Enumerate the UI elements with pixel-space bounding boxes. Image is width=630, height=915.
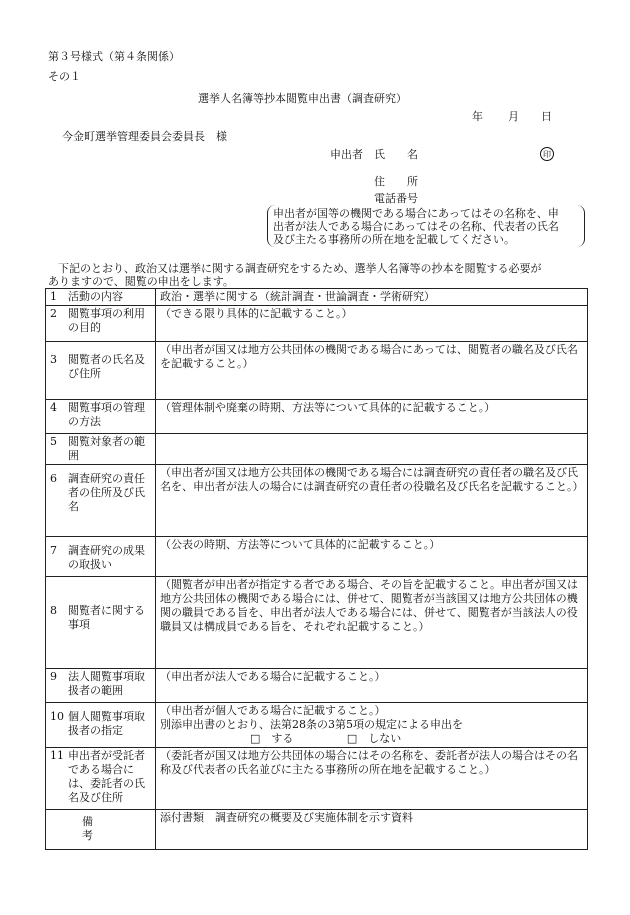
page-title: 選挙人名簿等抄本閲覧申出書（調査研究） (198, 92, 407, 105)
table-row (46, 537, 588, 577)
table-row (46, 400, 588, 434)
name-label: 氏 名 (374, 148, 418, 161)
designate-no-checkbox[interactable]: □ しない (346, 732, 402, 745)
table-row (46, 434, 588, 465)
row-content[interactable]: （公表の時期、方法等について具体的に記載すること。） (156, 537, 588, 577)
row-content[interactable]: （申出者が国又は地方公共団体の機関である場合にあっては、閲覧者の職名及び氏名を記載すること。） (156, 342, 588, 400)
applicant-label: 申出者 (330, 148, 363, 161)
intro-line: 下記のとおり、政治又は選挙に関する調査研究をするため、選挙人名簿等の抄本を閲覧する必要が (58, 262, 542, 275)
table-row (46, 289, 588, 306)
row-label: 4 閲覧事項の管理の方法 (46, 400, 156, 434)
row-content[interactable]: （申出者が個人である場合に記載すること。） 別添申出書のとおり、法第28条の3第5項の規定による申出を □ する □ しない (156, 703, 588, 748)
row-label: 備 考 (46, 810, 156, 850)
table-row (46, 748, 588, 810)
table-row (46, 342, 588, 400)
row-label: 2 閲覧事項の利用の目的 (46, 306, 156, 342)
intro-line: ありますので、閲覧の申出をします。 (48, 275, 234, 288)
row-label: 9 法人閲覧事項取扱者の範囲 (46, 669, 156, 703)
form-sub-number: その１ (48, 70, 81, 83)
table-row (46, 465, 588, 537)
note-line: 申出者が国等の機関である場合にあってはその名称を、申 (273, 207, 559, 220)
form-number: 第３号様式（第４条関係） (48, 50, 180, 63)
row-content[interactable]: （閲覧者が申出者が指定する者である場合、その旨を記載すること。申出者が国又は地方公共団体の機関である場合には、併せて、閲覧者が当該国又は地方公共団体の機関の職員である旨を、申出者が法人である場合には、併せて、閲覧者が当該法人の役職員又は構成員である旨を、それぞれ記載すること。） (156, 577, 588, 669)
address-label: 住 所 (374, 175, 418, 188)
phone-label: 電話番号 (374, 192, 418, 205)
row-label: 5 閲覧対象者の範囲 (46, 434, 156, 465)
row-content[interactable]: 添付書類 調査研究の概要及び実施体制を示す資料 (156, 810, 588, 850)
row-label: 7 調査研究の成果の取扱い (46, 537, 156, 577)
row-content[interactable]: （委託者が国又は地方公共団体の場合にはその名称を、委託者が法人の場合はその名称及び代表者の氏名並びに主たる事務所の所在地を記載すること。） (156, 748, 588, 810)
row-label: 8 閲覧者に関する事項 (46, 577, 156, 669)
date-day-label: 日 (541, 110, 552, 123)
table-row (46, 577, 588, 669)
row-content[interactable]: 政治・選挙に関する（統計調査・世論調査・学術研究） (156, 289, 588, 306)
row-label: 1 活動の内容 (46, 289, 156, 306)
row-content[interactable]: （申出者が法人である場合に記載すること。） (156, 669, 588, 703)
row-content[interactable]: （管理体制や廃棄の時期、方法等について具体的に記載すること。） (156, 400, 588, 434)
table-row (46, 306, 588, 342)
note-line: 出者が法人である場合にあってはその名称、代表者の氏名 (273, 220, 559, 233)
designate-yes-checkbox[interactable]: □ する (250, 732, 294, 745)
addressee: 今金町選挙管理委員会委員長 様 (62, 130, 227, 143)
table-row (46, 703, 588, 748)
row-label: 11 申出者が受託者である場合には、委託者の氏名及び住所 (46, 748, 156, 810)
table-row (46, 810, 588, 850)
row-content[interactable]: （できる限り具体的に記載すること。） (156, 306, 588, 342)
row-label: 3 閲覧者の氏名及び住所 (46, 342, 156, 400)
note-line: 及び主たる事務所の所在地を記載してください。 (273, 233, 515, 246)
application-table (45, 288, 588, 850)
seal-mark: 印 (540, 147, 554, 161)
row-label: 6 調査研究の責任者の住所及び氏名 (46, 465, 156, 537)
date-year-label: 年 (472, 110, 483, 123)
date-month-label: 月 (508, 110, 519, 123)
row-content[interactable] (156, 434, 588, 465)
row-label: 10 個人閲覧事項取扱者の指定 (46, 703, 156, 748)
table-row (46, 669, 588, 703)
intro-paragraph (48, 262, 590, 288)
applicant-note (273, 207, 585, 246)
row-content[interactable]: （申出者が国又は地方公共団体の機関である場合には調査研究の責任者の職名及び氏名を、申出者が法人の場合には調査研究の責任者の役職名及び氏名を記載すること。） (156, 465, 588, 537)
